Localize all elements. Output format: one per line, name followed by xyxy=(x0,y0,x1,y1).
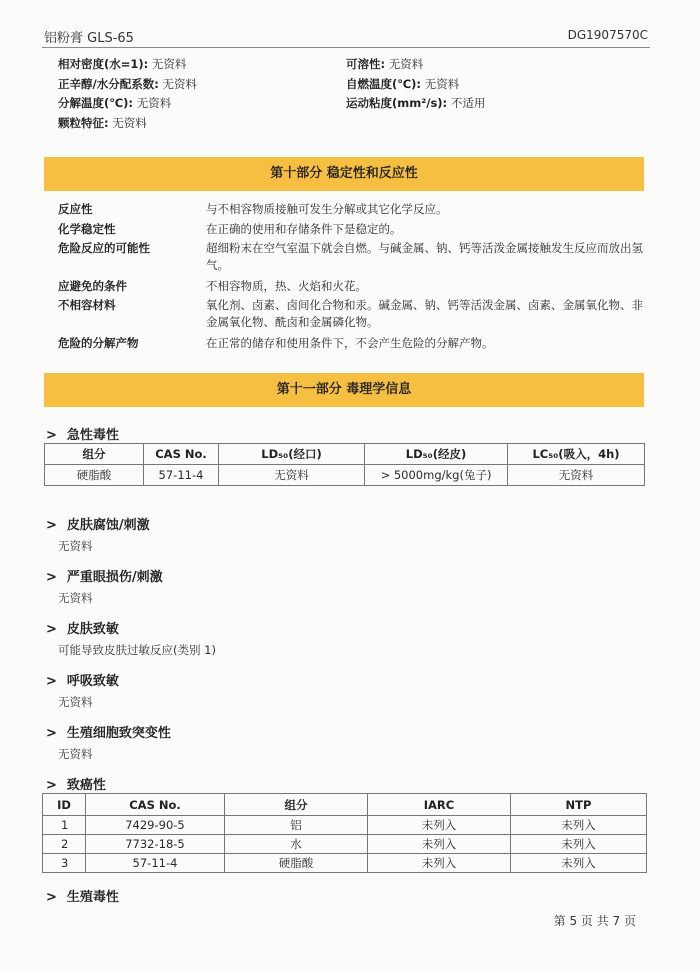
property-relative-density: 相对密度(水=1): 无资料 xyxy=(58,57,187,71)
column-header: 组分 xyxy=(225,794,368,816)
property-kinematic-viscosity: 运动粘度(mm²/s): 不适用 xyxy=(346,96,486,110)
table-cell: 2 xyxy=(43,835,86,854)
stability-value-reactivity: 与不相容物质接触可发生分解或其它化学反应。 xyxy=(206,202,448,216)
document-id: DG1907570C xyxy=(567,28,648,42)
subheading-carcinogenicity: > 致癌性 xyxy=(46,778,106,793)
table-cell: 57-11-4 xyxy=(86,854,225,873)
column-header: LD₅₀(经皮) xyxy=(365,444,508,465)
table-header-row xyxy=(45,444,645,465)
column-header: LC₅₀(吸入，4h) xyxy=(508,444,645,465)
stability-value-incompatible-materials: 氧化剂、卤素、卤间化合物和汞。碱金属、钠、钙等活泼金属、卤素、金属氧化物、非金属氧化物、酰卤和金属磷化物。 xyxy=(206,298,643,329)
chevron-right-icon: > xyxy=(46,428,57,443)
column-header: CAS No. xyxy=(86,794,225,816)
chevron-right-icon: > xyxy=(46,622,57,637)
subheading-reproductive-toxicity: > 生殖毒性 xyxy=(46,890,119,905)
header-divider xyxy=(42,47,650,48)
stability-label-reactivity: 反应性 xyxy=(58,202,93,216)
chevron-right-icon: > xyxy=(46,726,57,741)
table-header-row xyxy=(43,794,647,816)
stability-label-hazardous-reactions: 危险反应的可能性 xyxy=(58,241,150,255)
table-cell: 3 xyxy=(43,854,86,873)
stability-label-conditions-to-avoid: 应避免的条件 xyxy=(58,279,127,293)
stability-label-incompatible-materials: 不相容材料 xyxy=(58,298,116,312)
respiratory-sensitization-text: 无资料 xyxy=(58,695,93,709)
table-row xyxy=(43,835,647,854)
section-10-banner: 第十部分 稳定性和反应性 xyxy=(44,157,644,191)
subheading-germ-cell-mutagenicity: > 生殖细胞致突变性 xyxy=(46,726,171,741)
chevron-right-icon: > xyxy=(46,518,57,533)
table-cell: 硬脂酸 xyxy=(45,465,144,486)
stability-value-decomposition-products: 在正常的储存和使用条件下，不会产生危险的分解产物。 xyxy=(206,336,494,350)
stability-value-conditions-to-avoid: 不相容物质，热、火焰和火花。 xyxy=(206,279,367,293)
subheading-respiratory-sensitization: > 呼吸致敏 xyxy=(46,674,119,689)
eye-damage-text: 无资料 xyxy=(58,591,93,605)
table-cell: 未列入 xyxy=(511,816,647,835)
table-cell: 未列入 xyxy=(368,835,511,854)
table-cell: 铝 xyxy=(225,816,368,835)
table-cell: 硬脂酸 xyxy=(225,854,368,873)
column-header: CAS No. xyxy=(144,444,219,465)
acute-toxicity-table xyxy=(44,443,645,486)
property-particle-characteristics: 颗粒特征: 无资料 xyxy=(58,116,147,130)
chevron-right-icon: > xyxy=(46,778,57,793)
section-11-banner: 第十一部分 毒理学信息 xyxy=(44,373,644,407)
germ-cell-mutagenicity-text: 无资料 xyxy=(58,747,93,761)
stability-label-chemical-stability: 化学稳定性 xyxy=(58,222,116,236)
column-header: NTP xyxy=(511,794,647,816)
table-cell: 1 xyxy=(43,816,86,835)
table-cell: 7429-90-5 xyxy=(86,816,225,835)
page-number: 第 5 页 共 7 页 xyxy=(553,914,636,928)
column-header: 组分 xyxy=(45,444,144,465)
chevron-right-icon: > xyxy=(46,570,57,585)
skin-corrosion-text: 无资料 xyxy=(58,539,93,553)
table-cell: 未列入 xyxy=(511,835,647,854)
property-partition-coefficient: 正辛醇/水分配系数: 无资料 xyxy=(58,77,197,91)
table-cell: 未列入 xyxy=(511,854,647,873)
chevron-right-icon: > xyxy=(46,890,57,905)
column-header: ID xyxy=(43,794,86,816)
table-row xyxy=(43,854,647,873)
table-row xyxy=(45,465,645,486)
carcinogenicity-table xyxy=(42,793,647,873)
table-cell: 无资料 xyxy=(508,465,645,486)
column-header: IARC xyxy=(368,794,511,816)
table-cell: 未列入 xyxy=(368,816,511,835)
skin-sensitization-text: 可能导致皮肤过敏反应(类别 1) xyxy=(58,643,216,657)
subheading-skin-corrosion: > 皮肤腐蚀/刺激 xyxy=(46,518,150,533)
column-header: LD₅₀(经口) xyxy=(219,444,365,465)
table-cell: 无资料 xyxy=(219,465,365,486)
table-cell: > 5000mg/kg(兔子) xyxy=(365,465,508,486)
table-cell: 7732-18-5 xyxy=(86,835,225,854)
subheading-skin-sensitization: > 皮肤致敏 xyxy=(46,622,119,637)
stability-value-hazardous-reactions: 超细粉末在空气室温下就会自燃。与碱金属、钠、钙等活泼金属接触发生反应而放出氢气。 xyxy=(206,241,643,272)
document-title: 铝粉膏 GLS-65 xyxy=(44,31,134,46)
table-cell: 未列入 xyxy=(368,854,511,873)
table-row xyxy=(43,816,647,835)
subheading-eye-damage: > 严重眼损伤/刺激 xyxy=(46,570,163,585)
property-autoignition-temp: 自燃温度(℃): 无资料 xyxy=(346,77,460,91)
stability-label-decomposition-products: 危险的分解产物 xyxy=(58,336,139,350)
stability-value-chemical-stability: 在正确的使用和存储条件下是稳定的。 xyxy=(206,222,402,236)
chevron-right-icon: > xyxy=(46,674,57,689)
property-solubility: 可溶性: 无资料 xyxy=(346,57,424,71)
subheading-acute-toxicity: > 急性毒性 xyxy=(46,428,119,443)
table-cell: 57-11-4 xyxy=(144,465,219,486)
property-decomposition-temp: 分解温度(℃): 无资料 xyxy=(58,96,172,110)
table-cell: 水 xyxy=(225,835,368,854)
